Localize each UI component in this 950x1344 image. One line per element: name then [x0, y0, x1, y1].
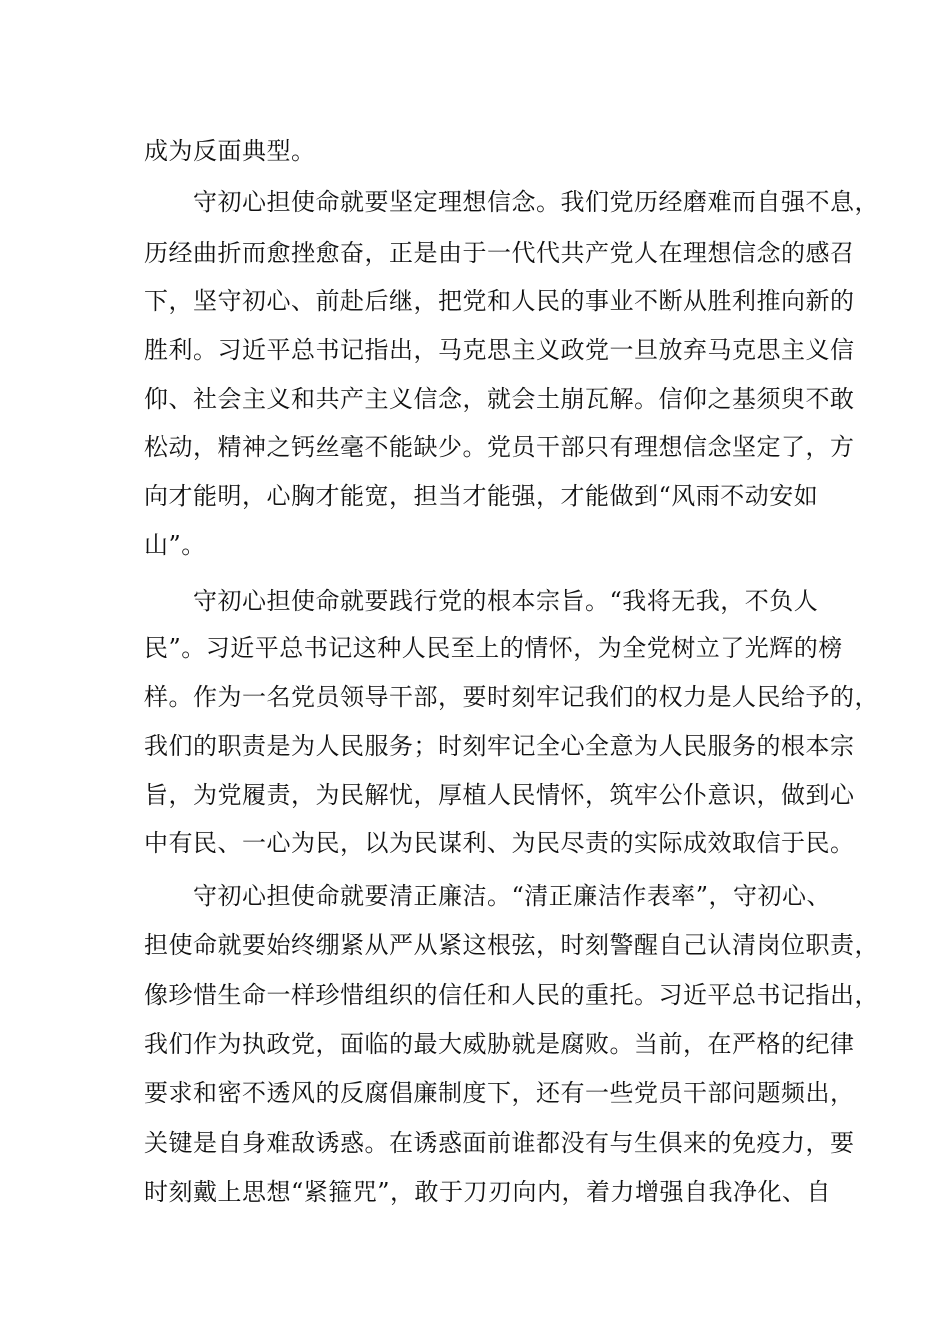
text-line: 山”。 — [144, 531, 206, 559]
text-line: 向才能明，心胸才能宽，担当才能强，才能做到“风雨不动安如 — [144, 482, 819, 510]
text-line: 仰、社会主义和共产主义信念，就会土崩瓦解。信仰之基须臾不敢 — [144, 385, 855, 413]
text-line: 中有民、一心为民，以为民谋利、为民尽责的实际成效取信于民。 — [144, 829, 855, 857]
text-line: 时刻戴上思想“紧箍咒”，敢于刀刃向内，着力增强自我净化、自 — [144, 1178, 832, 1206]
text-line: 成为反面典型。 — [144, 137, 316, 165]
text-line: 我们的职责是为人民服务；时刻牢记全心全意为人民服务的根本宗 — [144, 732, 855, 760]
text-line: 民”。习近平总书记这种人民至上的情怀，为全党树立了光辉的榜 — [144, 634, 843, 662]
text-line: 下，坚守初心、前赴后继，把党和人民的事业不断从胜利推向新的 — [144, 287, 855, 315]
text-line: 守初心担使命就要坚定理想信念。我们党历经磨难而自强不息， — [144, 188, 879, 216]
text-line: 要求和密不透风的反腐倡廉制度下，还有一些党员干部问题频出， — [144, 1079, 855, 1107]
text-line: 样。作为一名党员领导干部，要时刻牢记我们的权力是人民给予的， — [144, 683, 879, 711]
text-line: 旨，为党履责，为民解忧，厚植人民情怀，筑牢公仆意识，做到心 — [144, 781, 855, 809]
text-line: 松动，精神之钙丝毫不能缺少。党员干部只有理想信念坚定了，方 — [144, 433, 855, 461]
text-line: 守初心担使命就要清正廉洁。“清正廉洁作表率”，守初心、 — [144, 882, 832, 910]
text-line: 像珍惜生命一样珍惜组织的信任和人民的重托。习近平总书记指出， — [144, 981, 879, 1009]
text-line: 历经曲折而愈挫愈奋，正是由于一代代共产党人在理想信念的感召 — [144, 239, 855, 267]
text-line: 关键是自身难敌诱惑。在诱惑面前谁都没有与生俱来的免疫力，要 — [144, 1129, 855, 1157]
text-line: 守初心担使命就要践行党的根本宗旨。“我将无我，不负人 — [144, 587, 819, 615]
text-line: 胜利。习近平总书记指出，马克思主义政党一旦放弃马克思主义信 — [144, 336, 855, 364]
text-line: 我们作为执政党，面临的最大威胁就是腐败。当前，在严格的纪律 — [144, 1030, 855, 1058]
text-line: 担使命就要始终绷紧从严从紧这根弦，时刻警醒自己认清岗位职责， — [144, 931, 879, 959]
